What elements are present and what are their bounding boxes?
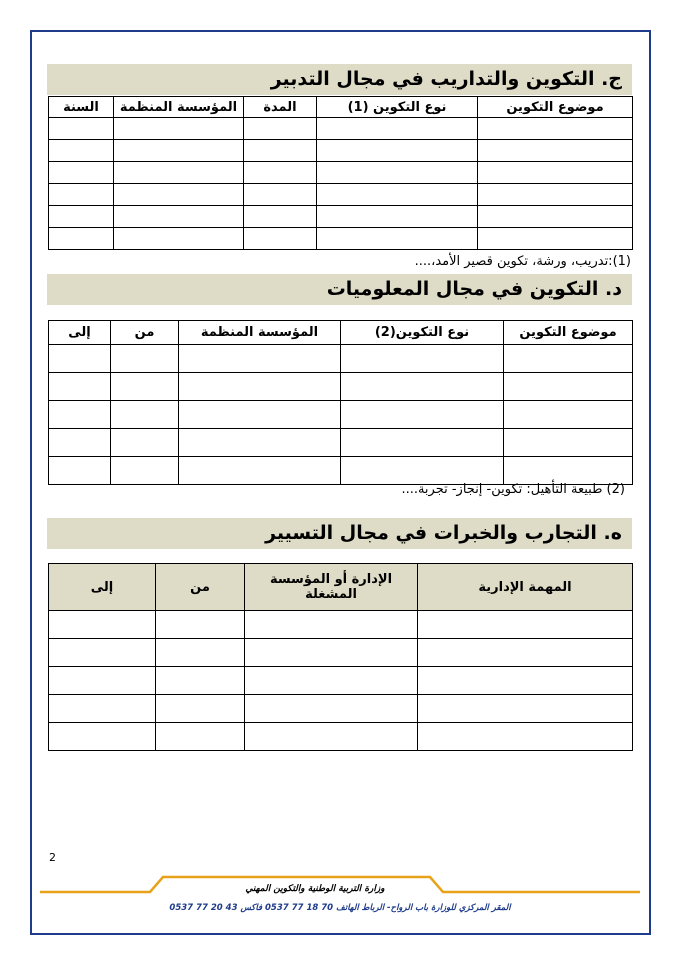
footer-ministry: وزارة التربية الوطنية والتكوين المهني: [245, 884, 385, 894]
column-header: الإدارة أو المؤسسة المشغلة: [245, 564, 418, 611]
column-header: المدة: [244, 97, 317, 118]
column-header: نوع التكوين(2): [341, 321, 504, 345]
column-header: من: [156, 564, 245, 611]
column-header: موضوع التكوين: [504, 321, 633, 345]
page-number: 2: [49, 851, 56, 864]
column-header: من: [111, 321, 179, 345]
section-d-footnote: (2) طبيعة التأهيل: تكوين- إنجاز- تجربة....: [401, 482, 625, 497]
footer-address: المقر المركزي للوزارة باب الرواح- الرباط الهاتف 70 18 77 0537 فاكس 43 20 77 0537: [169, 903, 511, 913]
column-header: إلى: [49, 564, 156, 611]
column-header: نوع التكوين (1): [317, 97, 478, 118]
column-header: إلى: [49, 321, 111, 345]
column-header: موضوع التكوين: [478, 97, 633, 118]
section-c-footnote: (1):تدريب، ورشة، تكوين قصير الأمد،....: [414, 254, 631, 269]
column-header: المؤسسة المنظمة: [114, 97, 244, 118]
column-header: السنة: [49, 97, 114, 118]
section-d-title: د. التكوين في مجال المعلوميات: [47, 274, 632, 305]
section-e-title: ه. التجارب والخبرات في مجال التسيير: [47, 518, 632, 549]
column-header: المهمة الإدارية: [418, 564, 633, 611]
section-c-title: ج. التكوين والتداريب في مجال التدبير: [47, 64, 632, 95]
column-header: المؤسسة المنظمة: [179, 321, 341, 345]
